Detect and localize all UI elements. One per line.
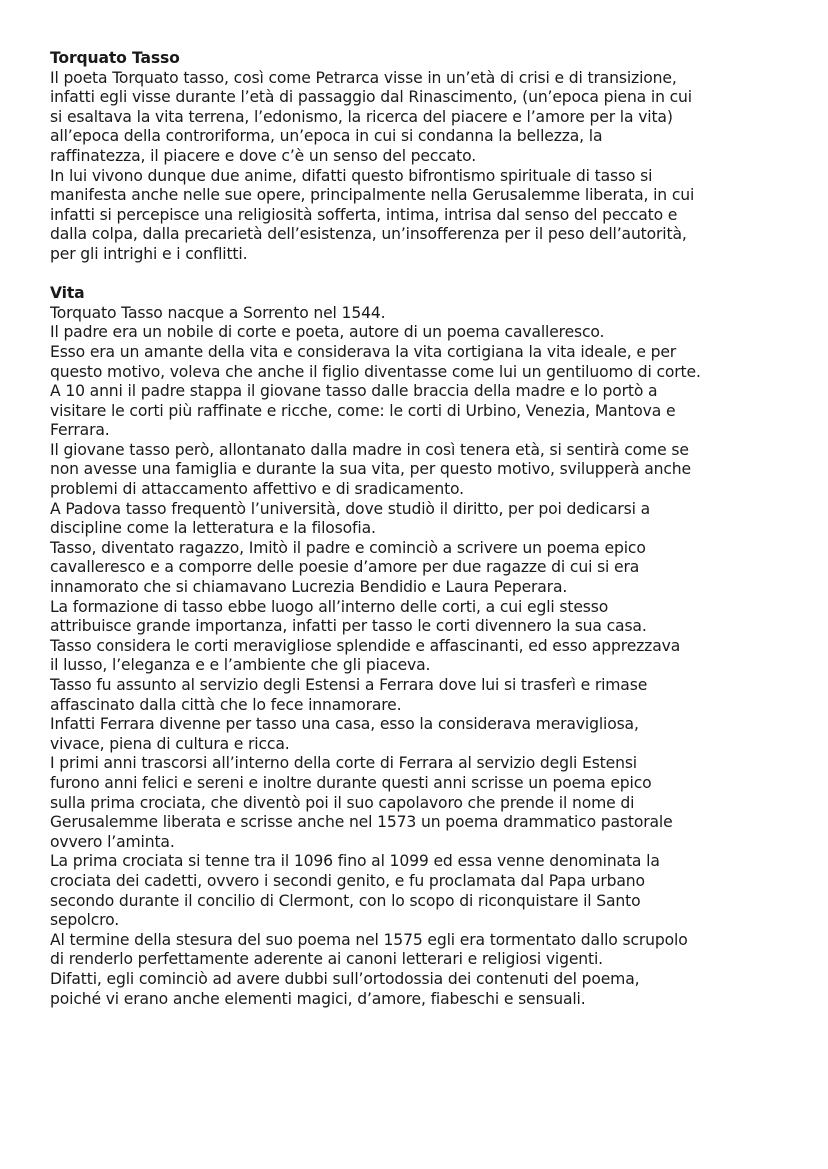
text-line: poiché vi erano anche elementi magici, d’amore, fiabeschi e sensuali. xyxy=(50,989,586,1008)
document-page xyxy=(50,49,810,1009)
text-line: visitare le corti più raffinate e ricche, come: le corti di Urbino, Venezia, Mantova e xyxy=(50,401,676,420)
text-line: ovvero l’aminta. xyxy=(50,832,175,851)
text-line: A Padova tasso frequentò l’università, dove studiò il diritto, per poi dedicarsi a xyxy=(50,499,651,518)
text-line: Il padre era un nobile di corte e poeta, autore di un poema cavalleresco. xyxy=(50,323,605,342)
text-line: sepolcro. xyxy=(50,911,120,930)
text-line: dalla colpa, dalla precarietà dell’esistenza, un’insofferenza per il peso dell’autorità, xyxy=(50,225,687,244)
text-line: raffinatezza, il piacere e dove c’è un senso del peccato. xyxy=(50,146,477,165)
text-line: Al termine della stesura del suo poema nel 1575 egli era tormentato dallo scrupolo xyxy=(50,930,688,949)
text-line: vivace, piena di cultura e ricca. xyxy=(50,734,290,753)
text-line: infatti egli visse durante l’età di passaggio dal Rinascimento, (un’epoca piena in cui xyxy=(50,88,692,107)
text-line: In lui vivono dunque due anime, difatti questo bifrontismo spirituale di tasso si xyxy=(50,166,653,185)
text-line: La formazione di tasso ebbe luogo all’interno delle corti, a cui egli stesso xyxy=(50,597,609,616)
text-line: problemi di attaccamento affettivo e di sradicamento. xyxy=(50,480,464,499)
text-line: Infatti Ferrara divenne per tasso una casa, esso la considerava meravigliosa, xyxy=(50,715,639,734)
text-line: Tasso considera le corti meravigliose splendide e affascinanti, ed esso apprezzava xyxy=(50,636,681,655)
section-vita xyxy=(50,284,810,1009)
section-intro xyxy=(50,49,810,265)
text-line: infatti si percepisce una religiosità sofferta, intima, intrisa dal senso del peccato e xyxy=(50,205,678,224)
text-line: Tasso, diventato ragazzo, Imitò il padre e cominciò a scrivere un poema epico xyxy=(50,538,646,557)
text-line: affascinato dalla città che lo fece innamorare. xyxy=(50,695,402,714)
text-line: il lusso, l’eleganza e e l’ambiente che gli piaceva. xyxy=(50,656,431,675)
text-line: si esaltava la vita terrena, l’edonismo, la ricerca del piacere e l’amore per la vita) xyxy=(50,107,673,126)
text-line: La prima crociata si tenne tra il 1096 fino al 1099 ed essa venne denominata la xyxy=(50,852,660,871)
text-line: Difatti, egli cominciò ad avere dubbi sull’ortodossia dei contenuti del poema, xyxy=(50,969,640,988)
text-line: questo motivo, voleva che anche il figlio diventasse come lui un gentiluomo di corte. xyxy=(50,362,701,381)
text-line: I primi anni trascorsi all’interno della corte di Ferrara al servizio degli Estensi xyxy=(50,754,637,773)
section-heading: Torquato Tasso xyxy=(50,49,180,67)
text-line: Il giovane tasso però, allontanato dalla madre in così tenera età, si sentirà come se xyxy=(50,440,689,459)
text-line: Ferrara. xyxy=(50,421,110,440)
text-line: attribuisce grande importanza, infatti per tasso le corti divennero la sua casa. xyxy=(50,617,647,636)
text-line: sulla prima crociata, che diventò poi il suo capolavoro che prende il nome di xyxy=(50,793,635,812)
text-line: per gli intrighi e i conflitti. xyxy=(50,244,248,263)
text-line: Il poeta Torquato tasso, così come Petrarca visse in un’età di crisi e di transizione, xyxy=(50,68,677,87)
text-line: cavalleresco e a comporre delle poesie d’amore per due ragazze di cui si era xyxy=(50,558,640,577)
text-line: innamorato che si chiamavano Lucrezia Bendidio e Laura Peperara. xyxy=(50,578,568,597)
text-line: di renderlo perfettamente aderente ai canoni letterari e religiosi vigenti. xyxy=(50,950,603,969)
section-heading: Vita xyxy=(50,284,85,303)
text-line: furono anni felici e sereni e inoltre durante questi anni scrisse un poema epico xyxy=(50,773,652,792)
text-line: non avesse una famiglia e durante la sua vita, per questo motivo, svilupperà anche xyxy=(50,460,691,479)
text-line: Torquato Tasso nacque a Sorrento nel 1544. xyxy=(50,303,386,322)
text-line: manifesta anche nelle sue opere, principalmente nella Gerusalemme liberata, in cui xyxy=(50,186,695,205)
text-line: all’epoca della controriforma, un’epoca in cui si condanna la bellezza, la xyxy=(50,127,603,146)
text-line: Gerusalemme liberata e scrisse anche nel 1573 un poema drammatico pastorale xyxy=(50,813,673,832)
text-line: Tasso fu assunto al servizio degli Estensi a Ferrara dove lui si trasferì e rimase xyxy=(50,676,648,694)
text-line: Esso era un amante della vita e considerava la vita cortigiana la vita ideale, e per xyxy=(50,342,677,361)
section-spacer xyxy=(50,265,810,285)
text-line: A 10 anni il padre stappa il giovane tasso dalle braccia della madre e lo portò a xyxy=(50,382,658,401)
text-line: discipline come la letteratura e la filosofia. xyxy=(50,519,376,538)
text-line: secondo durante il concilio di Clermont, con lo scopo di riconquistare il Santo xyxy=(50,891,641,910)
text-line: crociata dei cadetti, ovvero i secondi genito, e fu proclamata dal Papa urbano xyxy=(50,871,645,890)
